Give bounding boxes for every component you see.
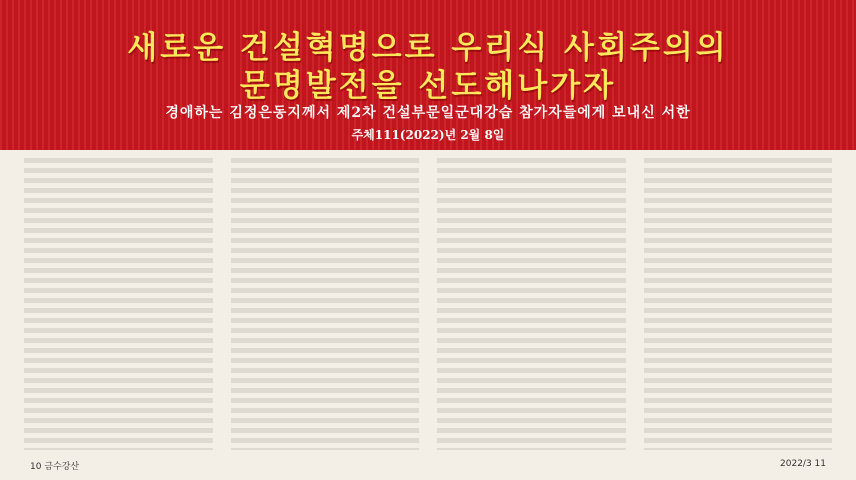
headline-line-2: 문명발전을 선도해나가자 [239, 68, 617, 104]
page-footer-left: 10 금수강산 [30, 462, 80, 472]
article-body [24, 158, 832, 450]
publication-date: 주체111(2022)년 2월 8일 [351, 128, 505, 142]
headline-line-1: 새로운 건설혁명으로 우리식 사회주의의 [127, 30, 729, 66]
article-column-3 [437, 158, 626, 450]
article-column-1 [24, 158, 213, 450]
page-footer-right: 2022/3 11 [780, 459, 826, 469]
article-column-2 [231, 158, 420, 450]
article-column-4 [644, 158, 833, 450]
title-banner [0, 0, 856, 150]
subtitle: 경애하는 김정은동지께서 제2차 건설부문일군대강습 참가자들에게 보내신 서한 [165, 105, 691, 121]
